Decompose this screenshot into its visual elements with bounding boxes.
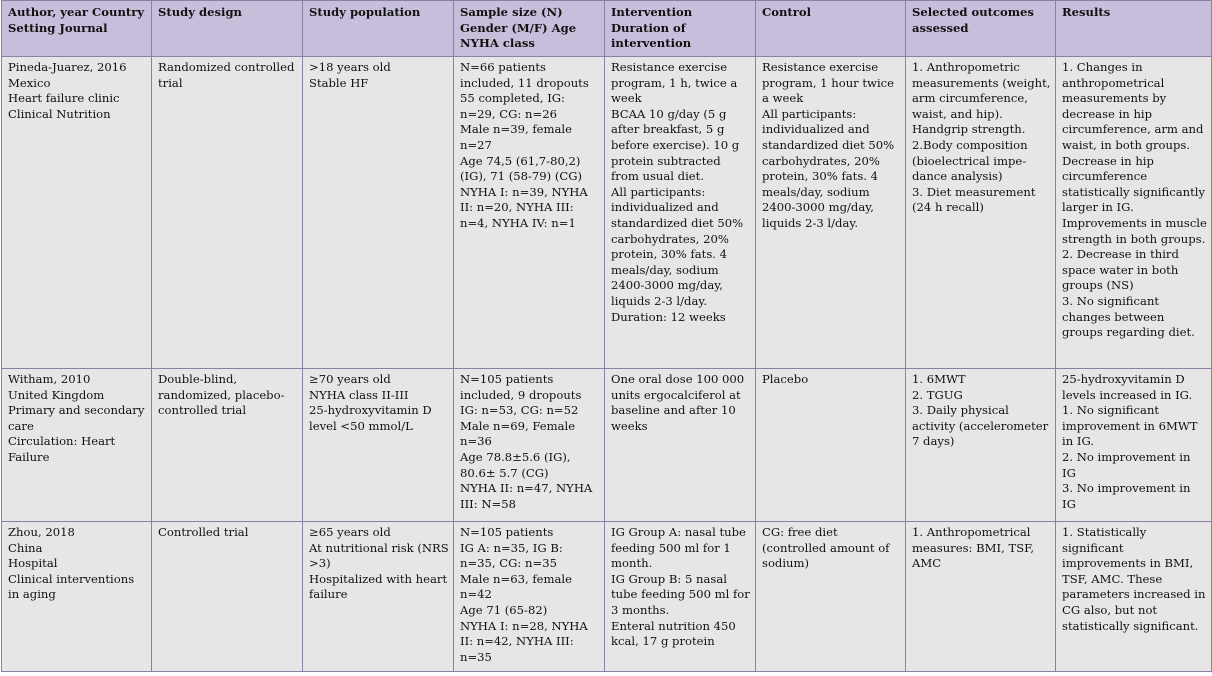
header-control: Control (756, 1, 906, 57)
cell-population: ≥70 years old NYHA class II-III 25-hydroxyvitamin D level <50 mmol/L (303, 369, 454, 522)
cell-results: 1. Changes in anthropometrical measurements by decrease in hip circumference, arm and waist, in both groups. Decrease in hip circumference statistically significantly larger in IG. Improvements in muscle strength in both groups. 2. Decrease in third space water in both groups (NS) 3. No significant changes between groups regarding diet. (1056, 57, 1212, 369)
cell-author: Zhou, 2018 China Hospital Clinical interventions in aging (2, 522, 152, 672)
cell-design: Randomized controlled trial (152, 57, 303, 369)
header-population: Study population (303, 1, 454, 57)
cell-intervention: IG Group A: nasal tube feeding 500 ml for 1 month. IG Group B: 5 nasal tube feeding 500 ml for 3 months. Enteral nutrition 450 kcal, 17 g protein (605, 522, 756, 672)
cell-sample: N=105 patients IG A: n=35, IG B: n=35, CG: n=35 Male n=63, female n=42 Age 71 (65-82) NYHA I: n=28, NYHA II: n=42, NYHA III: n=35 (454, 522, 605, 672)
table-row (2, 57, 1212, 369)
table-body (2, 57, 1212, 672)
cell-author: Witham, 2010 United Kingdom Primary and secondary care Circulation: Heart Failure (2, 369, 152, 522)
cell-author: Pineda-Juarez, 2016 Mexico Heart failure clinic Clinical Nutrition (2, 57, 152, 369)
cell-outcomes: 1. Anthropometrical measures: BMI, TSF, AMC (906, 522, 1056, 672)
cell-design: Double-blind, randomized, placebo-controlled trial (152, 369, 303, 522)
cell-sample: N=105 patients included, 9 dropouts IG: n=53, CG: n=52 Male n=69, Female n=36 Age 78.8±5.6 (IG), 80.6± 5.7 (CG) NYHA II: n=47, NYHA III: N=58 (454, 369, 605, 522)
cell-outcomes: 1. Anthropometric measurements (weight, arm circumference, waist, and hip). Handgrip strength. 2.Body composition (bioelectrical impe-dance analysis) 3. Diet measurement (24 h recall) (906, 57, 1056, 369)
cell-population: >18 years old Stable HF (303, 57, 454, 369)
cell-control: Resistance exercise program, 1 hour twice a week All participants: individualized and standardized diet 50% carbohydrates, 20% protein, 30% fats. 4 meals/day, sodium 2400-3000 mg/day, liquids 2-3 l/day. (756, 57, 906, 369)
table-row (2, 522, 1212, 672)
table-row (2, 369, 1212, 522)
cell-results: 1. Statistically significant improvements in BMI, TSF, AMC. These parameters increased in CG also, but not statistically significant. (1056, 522, 1212, 672)
table-header (2, 1, 1212, 57)
header-results: Results (1056, 1, 1212, 57)
cell-control: CG: free diet (controlled amount of sodium) (756, 522, 906, 672)
header-sample: Sample size (N) Gender (M/F) Age NYHA class (454, 1, 605, 57)
cell-outcomes: 1. 6MWT 2. TGUG 3. Daily physical activity (accelerometer 7 days) (906, 369, 1056, 522)
cell-sample: N=66 patients included, 11 dropouts 55 completed, IG: n=29, CG: n=26 Male n=39, female n=27 Age 74,5 (61,7-80,2) (IG), 71 (58-79) (CG) NYHA I: n=39, NYHA II: n=20, NYHA III: n=4, NYHA IV: n=1 (454, 57, 605, 369)
cell-intervention: Resistance exercise program, 1 h, twice a week BCAA 10 g/day (5 g after breakfast, 5 g before exercise). 10 g protein subtracted from usual diet. All participants: individualized and standardized diet 50% carbohydrates, 20% protein, 30% fats. 4 meals/day, sodium 2400-3000 mg/day, liquids 2-3 l/day. Duration: 12 weeks (605, 57, 756, 369)
cell-control: Placebo (756, 369, 906, 522)
header-author: Author, year Country Setting Journal (2, 1, 152, 57)
studies-table (1, 0, 1212, 672)
header-row (2, 1, 1212, 57)
header-design: Study design (152, 1, 303, 57)
cell-design: Controlled trial (152, 522, 303, 672)
cell-results: 25-hydroxyvitamin D levels increased in IG. 1. No significant improvement in 6MWT in IG. 2. No improvement in IG 3. No improvement in IG (1056, 369, 1212, 522)
header-intervention: Intervention Duration of intervention (605, 1, 756, 57)
cell-population: ≥65 years old At nutritional risk (NRS >3) Hospitalized with heart failure (303, 522, 454, 672)
header-outcomes: Selected outcomes assessed (906, 1, 1056, 57)
cell-intervention: One oral dose 100 000 units ergocalciferol at baseline and after 10 weeks (605, 369, 756, 522)
